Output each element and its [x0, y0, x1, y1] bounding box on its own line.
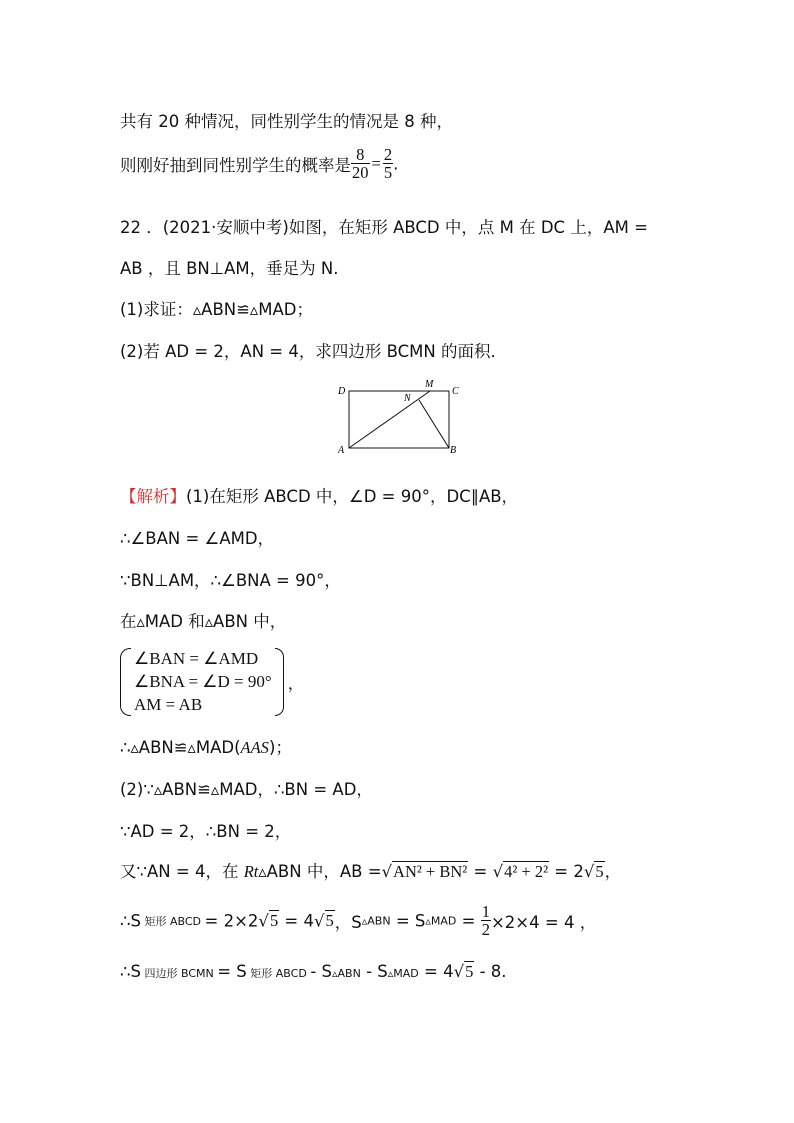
fraction-2-5: $\frac{2}{5}$: [383, 145, 393, 183]
text-line-2: 则刚好抽到同性别学生的概率是 $\frac{8}{20}$ = $\frac{2}{5}$ .: [120, 145, 399, 183]
solution-line-5: ∴▵ABN≌▵MAD(AAS)；: [120, 738, 292, 757]
question-22-line-2: AB ，且 BN⊥AM，垂足为 N.: [120, 259, 339, 278]
rectangle-figure: [334, 378, 464, 458]
solution-line-4: 在▵MAD 和▵ABN 中，: [120, 612, 287, 631]
solution-line-6: (2)∵▵ABN≌▵MAD，∴BN = AD，: [120, 780, 373, 799]
label-C: C: [452, 386, 459, 397]
solution-line-3: ∵BN⊥AM，∴∠BNA = 90°，: [120, 571, 341, 590]
system-row-1: ∠BAN = ∠AMD: [134, 649, 259, 668]
solution-line-1: 【解析】(1)在矩形 ABCD 中，∠D = 90°，DC∥AB，: [120, 487, 519, 506]
solution-line-10: ∴S 四边形 BCMN = S 矩形 ABCD - S▵ABN - S▵MAD = 4√5 - 8.: [120, 962, 507, 981]
solution-tag: 【解析】: [120, 487, 186, 506]
label-A: A: [338, 445, 345, 456]
question-part-2: (2)若 AD = 2，AN = 4，求四边形 BCMN 的面积．: [120, 342, 507, 361]
label-N: N: [404, 393, 411, 404]
probability-sentence: 则刚好抽到同性别学生的概率是: [120, 155, 351, 175]
left-brace: [120, 648, 131, 716]
system-end: ，: [287, 674, 305, 693]
equation-system: [120, 648, 304, 716]
solution-line-9: ∴S 矩形 ABCD = 2×2√5 = 4√5，S▵ABN = S▵MAD = $\frac{1}{2}$ ×2×4 = 4 ，: [120, 902, 597, 940]
system-row-3: AM = AB: [134, 695, 203, 714]
label-M: M: [425, 379, 434, 390]
label-B: B: [450, 445, 457, 456]
sqrt-sign: √: [381, 862, 393, 881]
text-line-1: 共有 20 种情况，同性别学生的情况是 8 种，: [120, 112, 453, 131]
solution-line-2: ∴∠BAN = ∠AMD，: [120, 529, 275, 548]
system-row-2: ∠BNA = ∠D = 90°: [134, 672, 272, 691]
solution-line-8: 又∵AN = 4，在 Rt▵ABN 中，AB =√AN² + BN² = √4² + 2² = 2√5，: [120, 862, 622, 881]
fraction-1-2: $\frac{1}{2}$: [481, 902, 490, 940]
fraction-8-20: $\frac{8}{20}$: [352, 145, 369, 183]
question-part-1: (1)求证：▵ABN≌▵MAD；: [120, 300, 313, 319]
solution-line-7: ∵AD = 2，∴BN = 2，: [120, 822, 292, 841]
question-22-line-1: 22 ．(2021·安顺中考)如图，在矩形 ABCD 中，点 M 在 DC 上，AM =: [120, 218, 648, 237]
label-D: D: [338, 386, 346, 397]
right-brace: [275, 648, 284, 716]
